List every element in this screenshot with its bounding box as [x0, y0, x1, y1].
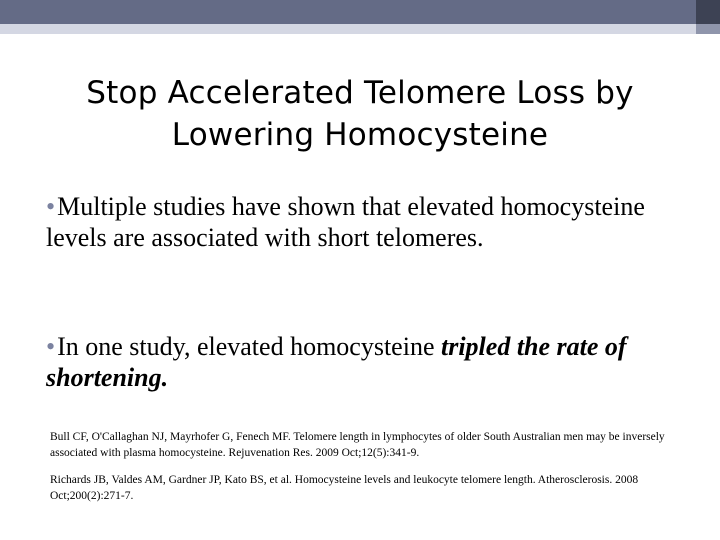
header-sub-bar-accent — [696, 24, 720, 34]
bullet-text: In one study, elevated homocysteine — [57, 332, 441, 361]
header-bar-accent — [696, 0, 720, 24]
reference-1: Bull CF, O'Callaghan NJ, Mayrhofer G, Fenech MF. Telomere length in lymphocytes of older South Australian men may be inversely associated with plasma homocysteine. Rejuvenation Res. 2009 Oct;12(5):341-9. — [50, 431, 665, 459]
header-sub-bar — [0, 24, 720, 34]
bullet-icon: • — [46, 332, 56, 361]
bullet-point-1 — [46, 191, 686, 253]
bullet-emphasis: tripled the rate of shortening. — [46, 332, 627, 392]
bullet-point-2 — [46, 331, 686, 393]
slide-title: Stop Accelerated Telomere Loss by Lowering Homocysteine — [86, 75, 634, 153]
reference-2: Richards JB, Valdes AM, Gardner JP, Kato BS, et al. Homocysteine levels and leukocyte telomere length. Atherosclerosis. 2008 Oct;200(2):271-7. — [50, 474, 639, 502]
bullet-icon: • — [46, 192, 56, 221]
bullet-text: Multiple studies have shown that elevated homocysteine levels are associated with short telomeres. — [46, 192, 645, 252]
header-bar — [0, 0, 720, 24]
